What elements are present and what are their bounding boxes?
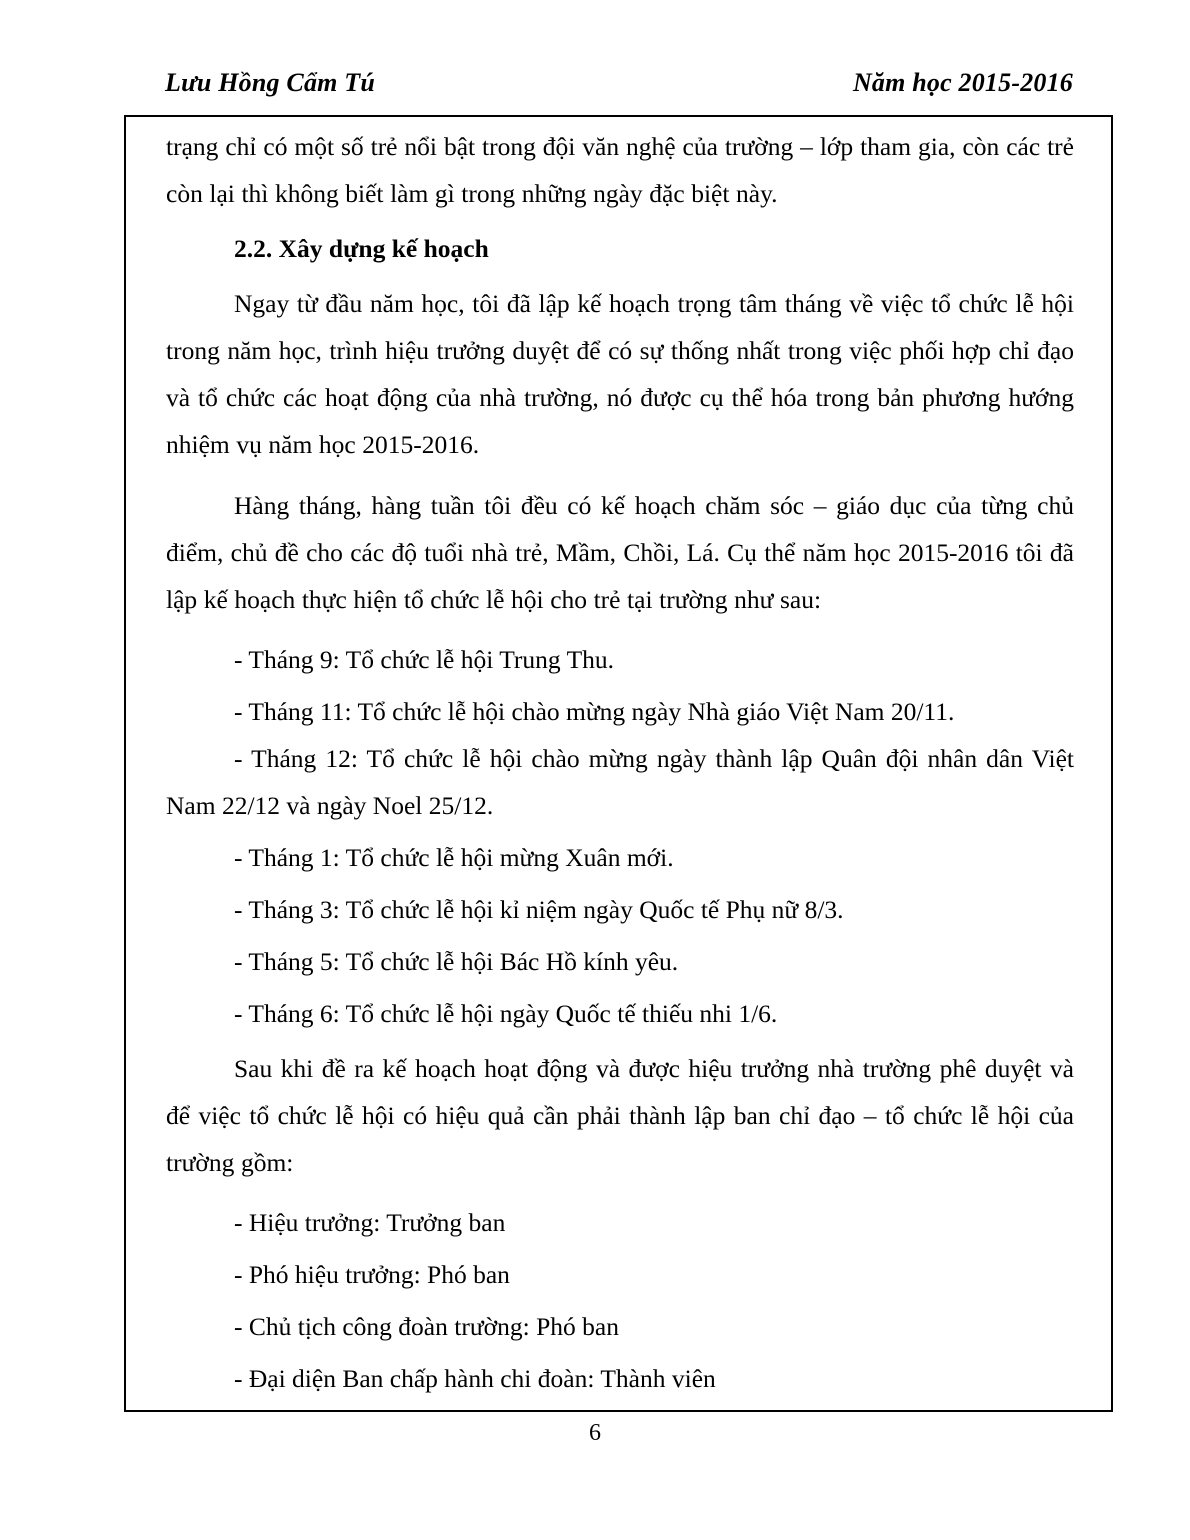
page-border-frame [124,115,1113,1412]
continued-paragraph: trạng chỉ có một số trẻ nổi bật trong đội văn nghệ của trường – lớp tham gia, còn các trẻ còn lại thì không biết làm gì trong những ngày đặc biệt này. [166,132,1074,208]
page-number: 6 [589,1420,601,1446]
festival-item-thang-11: - Tháng 11: Tổ chức lễ hội chào mừng ngày Nhà giáo Việt Nam 20/11. [234,697,955,726]
paragraph-monthly-plan-intro: Hàng tháng, hàng tuần tôi đều có kế hoạch chăm sóc – giáo dục của từng chủ điểm, chủ đề cho các độ tuổi nhà trẻ, Mầm, Chồi, Lá. Cụ thể năm học 2015-2016 tôi đã lập kế hoạch thực hiện tổ chức lễ hội cho trẻ tại trường như sau: [166,491,1074,614]
festival-item-thang-9: - Tháng 9: Tổ chức lễ hội Trung Thu. [234,645,615,674]
festival-item-thang-1: - Tháng 1: Tổ chức lễ hội mừng Xuân mới. [234,843,674,872]
paragraph-committee-intro: Sau khi đề ra kế hoạch hoạt động và được hiệu trưởng nhà trường phê duyệt và để việc tổ chức lễ hội có hiệu quả cần phải thành lập ban chỉ đạo – tổ chức lễ hội của trường gồm: [166,1054,1074,1177]
festival-item-thang-3: - Tháng 3: Tổ chức lễ hội kỉ niệm ngày Quốc tế Phụ nữ 8/3. [234,895,844,924]
committee-item-pho-hieu-truong: - Phó hiệu trưởng: Phó ban [234,1260,510,1289]
spacer [166,468,1074,482]
spacer [166,623,1074,631]
festival-item-thang-5: - Tháng 5: Tổ chức lễ hội Bác Hồ kính yêu. [234,947,679,976]
spacer [166,217,1074,225]
spacer [166,1186,1074,1194]
spacer [166,272,1074,280]
festival-item-thang-12: - Tháng 12: Tổ chức lễ hội chào mừng ngày thành lập Quân đội nhân dân Việt Nam 22/12 và ngày Noel 25/12. [166,744,1074,820]
section-heading-2-2: 2.2. Xây dựng kế hoạch [234,234,489,263]
committee-item-hieu-truong: - Hiệu trưởng: Trưởng ban [234,1208,506,1237]
committee-item-hoi-cha-me-hoc-sinh [166,1407,1074,1412]
page-content [166,123,1074,1412]
header-school-year: Năm học 2015-2016 [852,68,1073,97]
committee-item-ban-chap-hanh-chi-doan: - Đại diện Ban chấp hành chi đoàn: Thành viên [234,1364,716,1393]
paragraph-planning-intro: Ngay từ đầu năm học, tôi đã lập kế hoạch trọng tâm tháng về việc tổ chức lễ hội trong năm học, trình hiệu trưởng duyệt để có sự thống nhất trong việc phối hợp chỉ đạo và tổ chức các hoạt động của nhà trường, nó được cụ thể hóa trong bản phương hướng nhiệm vụ năm học 2015-2016. [166,289,1074,459]
spacer [166,1037,1074,1045]
running-header [165,68,1073,98]
header-author: Lưu Hồng Cẩm Tú [165,68,376,97]
committee-item-chu-tich-cong-doan: - Chủ tịch công đoàn trường: Phó ban [234,1312,619,1341]
festival-item-thang-6: - Tháng 6: Tổ chức lễ hội ngày Quốc tế thiếu nhi 1/6. [234,999,778,1028]
